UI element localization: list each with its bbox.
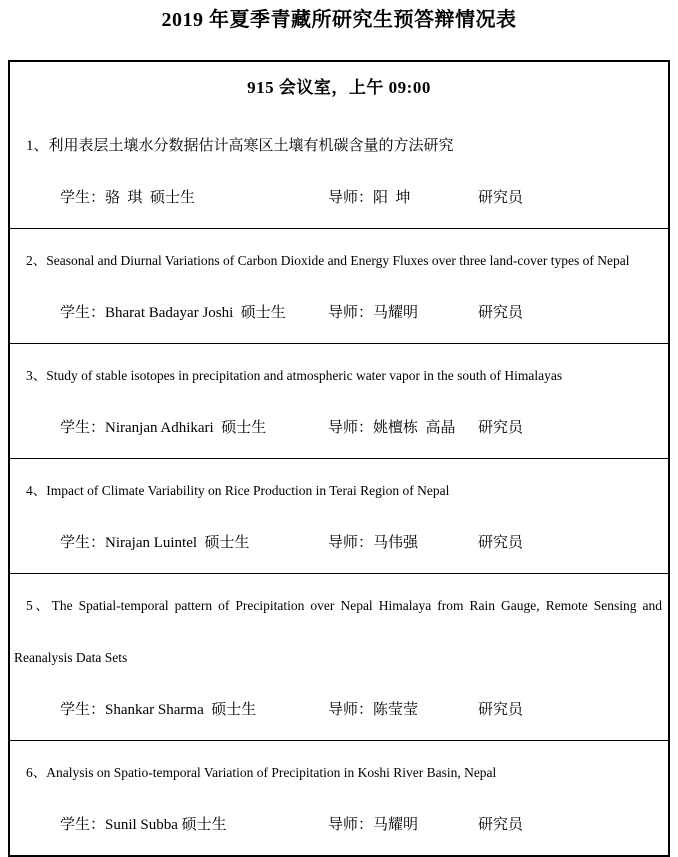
student-info: 学生：Nirajan Luintel 硕士生 xyxy=(60,535,250,551)
advisor-info: 导师：姚檀栋 高晶 xyxy=(328,420,456,436)
defense-row-6 xyxy=(10,740,668,855)
topic-title: The Spatial-temporal pattern of Precipitation over Nepal Himalaya from Rain Gauge, Remote Sensing and Reanalysis Data Sets xyxy=(14,598,663,665)
participants-line xyxy=(14,799,662,851)
student-info: 学生：Niranjan Adhikari 硕士生 xyxy=(60,420,267,436)
participants-line xyxy=(14,684,662,736)
defense-row-2 xyxy=(10,228,668,343)
student-info: 学生：Bharat Badayar Joshi 硕士生 xyxy=(60,305,286,321)
advisor-rank: 研究员 xyxy=(478,305,524,321)
defense-row-4 xyxy=(10,458,668,573)
topic-number: 3、 xyxy=(26,368,47,383)
topic-line xyxy=(14,350,662,402)
document-page xyxy=(0,8,678,857)
advisor-info: 导师：阳 坤 xyxy=(328,190,411,206)
topic-line xyxy=(14,465,662,517)
participants-line xyxy=(14,402,662,454)
student-info: 学生：Shankar Sharma 硕士生 xyxy=(60,702,257,718)
topic-title: Impact of Climate Variability on Rice Production in Terai Region of Nepal xyxy=(46,483,450,498)
topic-title: Study of stable isotopes in precipitation and atmospheric water vapor in the south of Himalayas xyxy=(46,368,563,383)
advisor-info: 导师：陈莹莹 xyxy=(328,702,419,718)
participants-line xyxy=(14,517,662,569)
topic-number: 2、 xyxy=(26,253,47,268)
session-header: 915 会议室，上午 09:00 xyxy=(247,78,431,97)
topic-title: 利用表层土壤水分数据估计高寒区土壤有机碳含量的方法研究 xyxy=(48,138,454,154)
topic-line xyxy=(14,235,662,287)
topic-number: 6、 xyxy=(26,765,47,780)
topic-line xyxy=(14,120,662,172)
topic-title: Seasonal and Diurnal Variations of Carbon Dioxide and Energy Fluxes over three land-cover types of Nepal xyxy=(46,253,630,268)
topic-number: 1、 xyxy=(26,138,49,154)
defense-row-3 xyxy=(10,343,668,458)
participants-line xyxy=(14,287,662,339)
advisor-info: 导师：马耀明 xyxy=(328,305,419,321)
topic-number: 4、 xyxy=(26,483,47,498)
participants-line xyxy=(14,172,662,224)
topic-line xyxy=(14,580,662,684)
advisor-rank: 研究员 xyxy=(478,420,524,436)
advisor-info: 导师：马耀明 xyxy=(328,817,419,833)
defense-schedule-table xyxy=(8,60,670,857)
page-title: 2019 年夏季青藏所研究生预答辩情况表 xyxy=(161,9,517,31)
topic-title: Analysis on Spatio-temporal Variation of Precipitation in Koshi River Basin, Nepal xyxy=(46,765,497,780)
advisor-rank: 研究员 xyxy=(478,817,524,833)
topic-line xyxy=(14,747,662,799)
defense-row-5 xyxy=(10,573,668,740)
advisor-info: 导师：马伟强 xyxy=(328,535,419,551)
advisor-rank: 研究员 xyxy=(478,190,524,206)
advisor-rank: 研究员 xyxy=(478,702,524,718)
student-info: 学生：Sunil Subba 硕士生 xyxy=(60,817,227,833)
student-info: 学生：骆 琪 硕士生 xyxy=(60,190,196,206)
advisor-rank: 研究员 xyxy=(478,535,524,551)
defense-row-1 xyxy=(10,114,668,228)
topic-number: 5、 xyxy=(26,598,52,613)
